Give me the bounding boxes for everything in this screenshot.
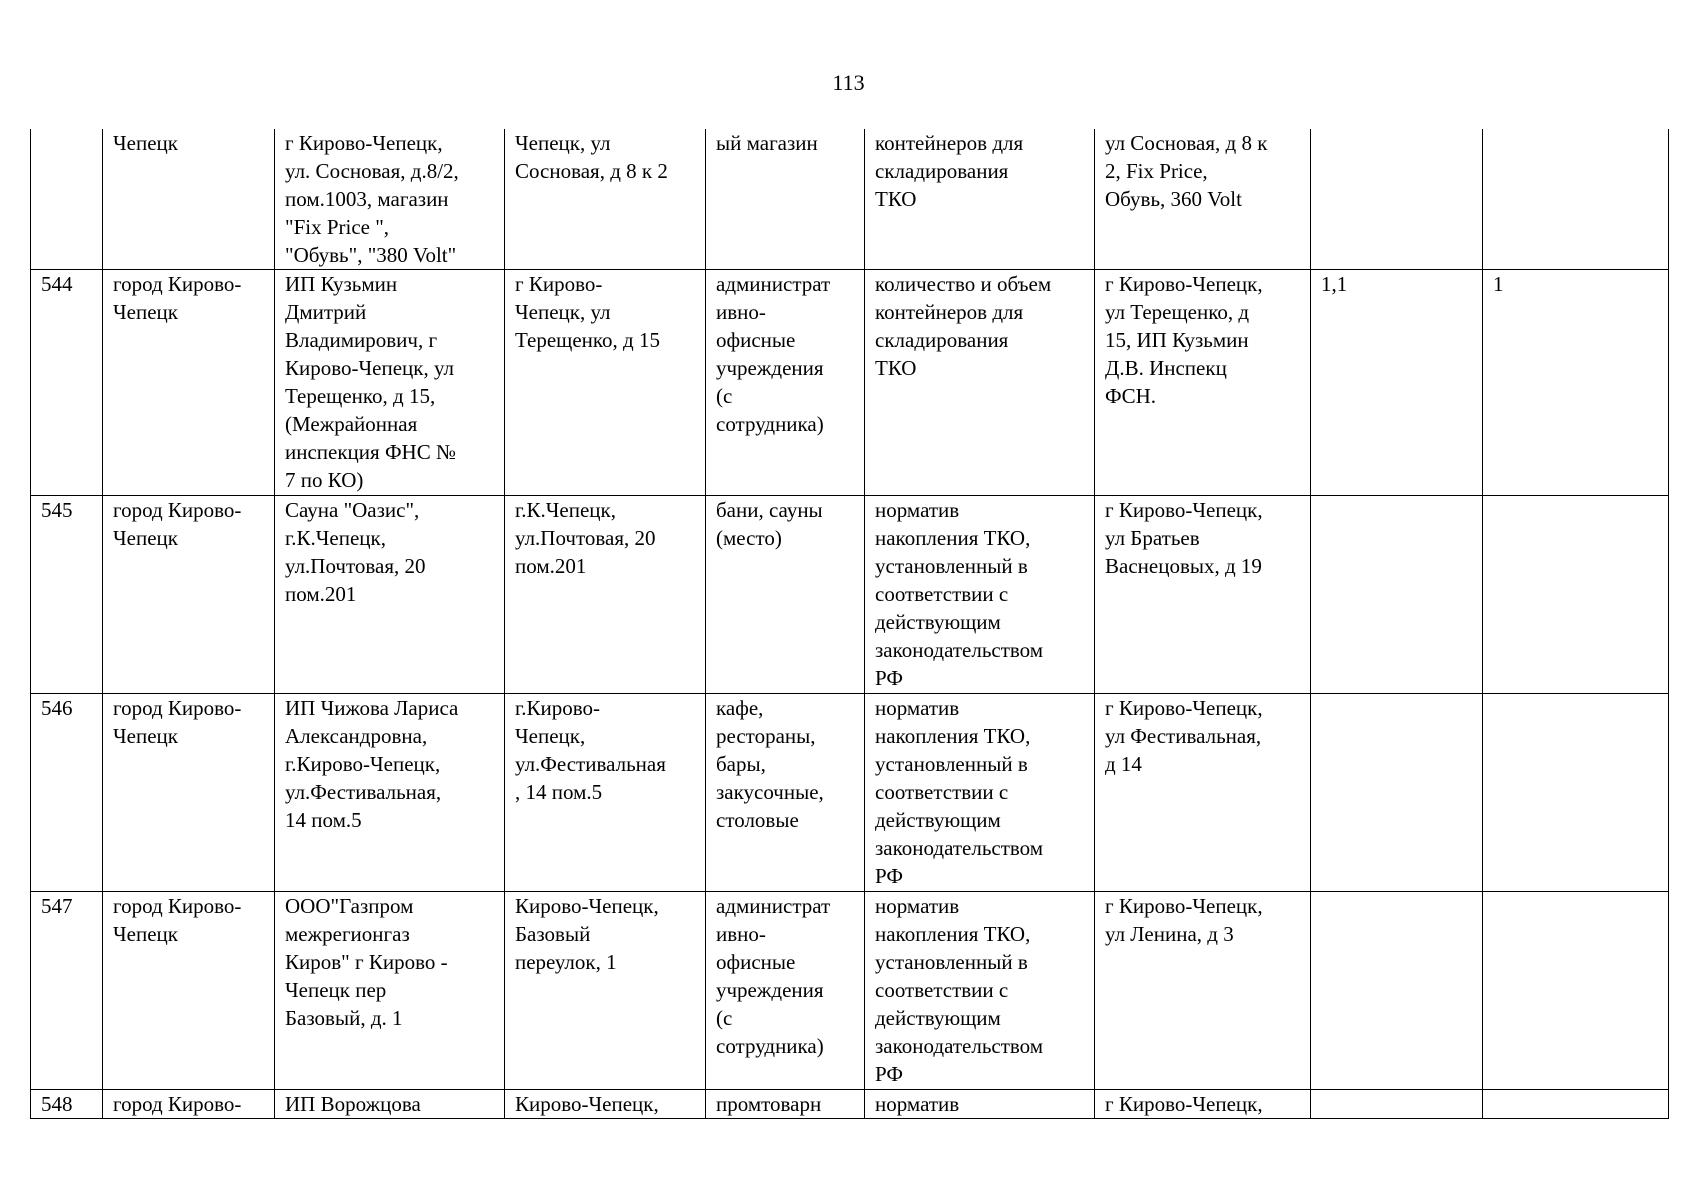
cell-number: 547 <box>31 892 103 1090</box>
cell-volume <box>1311 496 1483 694</box>
cell-locality: город Кирово- Чепецк <box>103 892 275 1090</box>
cell-address: г.К.Чепецк, ул.Почтовая, 20 пом.201 <box>505 496 706 694</box>
cell-site: г Кирово-Чепецк, ул Ленина, д 3 <box>1095 892 1311 1090</box>
cell-method: норматив накопления ТКО, установленный в соответствии с действующим законодательством РФ <box>865 694 1095 892</box>
cell-volume <box>1311 892 1483 1090</box>
cell-method: норматив накопления ТКО, установленный в соответствии с действующим законодательством РФ <box>865 496 1095 694</box>
cell-category: промтоварн <box>706 1090 865 1119</box>
cell-method: количество и объем контейнеров для складирования ТКО <box>865 270 1095 496</box>
cell-locality: город Кирово- <box>103 1090 275 1119</box>
cell-locality: Чепецк <box>103 129 275 270</box>
table-row <box>31 129 1669 270</box>
cell-owner: ИП Кузьмин Дмитрий Владимирович, г Кирово-Чепецк, ул Терещенко, д 15, (Межрайонная инспекция ФНС № 7 по КО) <box>275 270 505 496</box>
cell-owner: г Кирово-Чепецк, ул. Сосновая, д.8/2, пом.1003, магазин "Fix Price ", "Обувь", "380 Volt" <box>275 129 505 270</box>
cell-volume <box>1311 694 1483 892</box>
cell-count <box>1483 694 1669 892</box>
cell-site: г Кирово-Чепецк, ул Братьев Васнецовых, д 19 <box>1095 496 1311 694</box>
cell-site: ул Сосновая, д 8 к 2, Fix Price, Обувь, 360 Volt <box>1095 129 1311 270</box>
cell-category: ый магазин <box>706 129 865 270</box>
cell-owner: Сауна "Оазис", г.К.Чепецк, ул.Почтовая, 20 пом.201 <box>275 496 505 694</box>
cell-owner: ООО"Газпром межрегионгаз Киров" г Кирово - Чепецк пер Базовый, д. 1 <box>275 892 505 1090</box>
cell-locality: город Кирово- Чепецк <box>103 694 275 892</box>
registry-table <box>30 129 1669 1119</box>
cell-address: г.Кирово- Чепецк, ул.Фестивальная , 14 пом.5 <box>505 694 706 892</box>
cell-category: администрат ивно- офисные учреждения (с сотрудника) <box>706 892 865 1090</box>
cell-count <box>1483 496 1669 694</box>
cell-method: контейнеров для складирования ТКО <box>865 129 1095 270</box>
cell-count <box>1483 1090 1669 1119</box>
cell-number: 545 <box>31 496 103 694</box>
cell-site: г Кирово-Чепецк, <box>1095 1090 1311 1119</box>
table-row <box>31 270 1669 496</box>
cell-category: кафе, рестораны, бары, закусочные, столовые <box>706 694 865 892</box>
cell-number: 544 <box>31 270 103 496</box>
cell-number: 546 <box>31 694 103 892</box>
cell-count: 1 <box>1483 270 1669 496</box>
cell-address: Кирово-Чепецк, Базовый переулок, 1 <box>505 892 706 1090</box>
cell-address: Чепецк, ул Сосновая, д 8 к 2 <box>505 129 706 270</box>
table-row <box>31 694 1669 892</box>
table-row <box>31 496 1669 694</box>
cell-locality: город Кирово- Чепецк <box>103 270 275 496</box>
cell-owner: ИП Ворожцова <box>275 1090 505 1119</box>
cell-address: Кирово-Чепецк, <box>505 1090 706 1119</box>
cell-category: бани, сауны (место) <box>706 496 865 694</box>
cell-category: администрат ивно- офисные учреждения (с сотрудника) <box>706 270 865 496</box>
cell-method: норматив накопления ТКО, установленный в соответствии с действующим законодательством РФ <box>865 892 1095 1090</box>
cell-locality: город Кирово- Чепецк <box>103 496 275 694</box>
cell-method: норматив <box>865 1090 1095 1119</box>
table-row <box>31 1090 1669 1119</box>
cell-volume <box>1311 129 1483 270</box>
cell-count <box>1483 129 1669 270</box>
cell-number <box>31 129 103 270</box>
cell-owner: ИП Чижова Лариса Александровна, г.Кирово-Чепецк, ул.Фестивальная, 14 пом.5 <box>275 694 505 892</box>
cell-site: г Кирово-Чепецк, ул Терещенко, д 15, ИП Кузьмин Д.В. Инспекц ФСН. <box>1095 270 1311 496</box>
page-number: 113 <box>832 70 865 95</box>
cell-count <box>1483 892 1669 1090</box>
table-row <box>31 892 1669 1090</box>
cell-volume <box>1311 1090 1483 1119</box>
cell-site: г Кирово-Чепецк, ул Фестивальная, д 14 <box>1095 694 1311 892</box>
cell-address: г Кирово- Чепецк, ул Терещенко, д 15 <box>505 270 706 496</box>
cell-volume: 1,1 <box>1311 270 1483 496</box>
cell-number: 548 <box>31 1090 103 1119</box>
